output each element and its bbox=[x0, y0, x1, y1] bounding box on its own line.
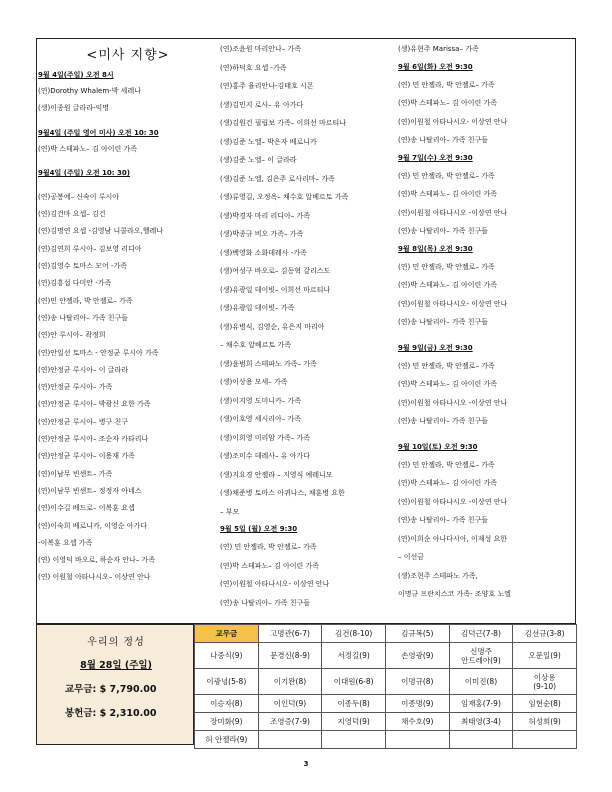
intention-entry: (연) 민 안젤라, 박 안젤로– 가족 bbox=[220, 543, 317, 551]
intention-entry: (생)김원건 필립보 가족– 이희선 마르티나 bbox=[220, 119, 347, 127]
contributor-cell: 이미진(8) bbox=[449, 669, 513, 695]
contributor-cell: 허 안젤라(9) bbox=[195, 731, 259, 749]
intention-entry: (생)유병식, 김영순, 유은지 마리아 bbox=[220, 322, 325, 331]
contributor-cell: 장미화(9) bbox=[195, 713, 259, 731]
intention-entry: (연) 민 안젤라, 박 안젤로– 가족 bbox=[398, 80, 495, 89]
contributor-cell: 나중식(9) bbox=[195, 643, 259, 669]
intention-entry: (생)김준 노엘– 이 글라라 bbox=[220, 156, 297, 164]
intention-entry: (연)김영수 토마스 모어 -가족 bbox=[38, 262, 128, 271]
intention-entry: (연)박 스테파노– 김 아이린 가족 bbox=[398, 190, 498, 198]
intention-entry: (연)박 스테파노– 김 아이린 가족 bbox=[398, 479, 498, 487]
intention-entry: (생)조미수 데레사– 유 아가다 bbox=[220, 452, 311, 460]
intention-entry: (생)조현주 스테파노 가족, bbox=[398, 571, 478, 580]
intention-entry: (생)지요경 안젤라 – 지영식 예레니모 bbox=[220, 470, 333, 479]
intention-entry: (생)류영길, 오정옥– 채수호 알베르토 가족 bbox=[220, 193, 349, 201]
intention-entry: (연)이원철 아타나시오 -이상연 안나 bbox=[398, 497, 508, 506]
offering-title: 우리의 정성 bbox=[87, 637, 145, 648]
intention-entry: (연)안정균 루시아– 가족 bbox=[38, 383, 113, 392]
mass-time-heading: 9월 4일(주일) 오전 8시 bbox=[38, 71, 114, 79]
mass-time-heading: 9월 10일(토) 오전 9:30 bbox=[398, 442, 478, 451]
spacer bbox=[398, 332, 574, 340]
intention-entry: (연) 민 안젤라, 박 안젤로– 가족 bbox=[398, 262, 495, 271]
intention-entry: 이명규 프란치스코 가족- 조양호 노엘 bbox=[398, 590, 511, 598]
intention-entry: (연)이원철 아타나시오 -이상연 안나 bbox=[398, 208, 508, 217]
table-row bbox=[195, 713, 577, 731]
intention-entry: (연)박 스테파노– 김 아이린 가족 bbox=[220, 561, 320, 570]
intention-entry: (연)이원철 아타나시오- 이상연 안나 bbox=[220, 580, 330, 588]
intention-entry: (연)박 스테파노– 김 아이린 가족 bbox=[398, 380, 498, 388]
intention-entry: (생)윤범희 스테파노 가족– 가족 bbox=[220, 359, 317, 368]
contributor-cell: 최태영(3-4) bbox=[449, 713, 513, 731]
intention-list-3 bbox=[398, 40, 574, 604]
intention-entry: (연)이희순 아나다시아, 이재성 요한 bbox=[398, 534, 508, 543]
spacer bbox=[398, 431, 574, 439]
intention-entry: (생)백영화 소화데레사 -가족 bbox=[220, 248, 307, 257]
intention-entry: (연)안정균 루시아– 병구 친구 bbox=[38, 417, 129, 426]
contributor-cell: 임재홍(7-9) bbox=[449, 695, 513, 713]
intention-entry: (연)김연희 루시아– 김보영 리디아 bbox=[38, 244, 142, 253]
contributor-cell: 채수호(9) bbox=[385, 713, 449, 731]
contributor-cell: 김덕근(7-8) bbox=[449, 625, 513, 643]
contributor-cell: 김선규(3-8) bbox=[513, 625, 577, 643]
intention-entry: (생)이상용 모세– 가족 bbox=[220, 378, 288, 386]
intention-entry: (생)박종규 비오 가족– 가족 bbox=[220, 230, 304, 238]
intention-entry: (연)송 나탈리아– 가족 친구들 bbox=[398, 227, 489, 235]
mass-time-heading: 9월4일 (주일 영어 미사) 오전 10: 30 bbox=[38, 128, 159, 137]
intention-entry: (연)안정균 루시아– 이 글라라 bbox=[38, 365, 129, 374]
contributor-cell: 조영증(7-9) bbox=[258, 713, 322, 731]
contributor-cell bbox=[513, 731, 577, 749]
intention-entry: (연)박 스테파노– 김 아이린 가족 bbox=[398, 99, 498, 107]
contributor-cell bbox=[322, 731, 386, 749]
donation-amount: 봉헌금: $ 2,310.00 bbox=[65, 708, 157, 719]
spacer bbox=[38, 118, 216, 126]
intention-entry: (연)이남무 빈센트– 가족 bbox=[38, 469, 113, 478]
contributor-cell bbox=[385, 731, 449, 749]
contributors-table bbox=[194, 624, 577, 749]
contributor-cell: 오문일(9) bbox=[513, 643, 577, 669]
contributor-cell: 서정길(9) bbox=[322, 643, 386, 669]
offering-date: 8월 28일 (주일) bbox=[80, 660, 152, 671]
intention-entry: (생)이희영 미리암 가족– 가족 bbox=[220, 433, 311, 442]
intention-entry: (연)이숙희 베로니카, 이영순 아가다 bbox=[38, 521, 148, 530]
intention-entry: (생)이종원 글라라-익명 bbox=[38, 104, 110, 113]
intention-entry: (생)김준 노엘, 김은주 로사리마– 가족 bbox=[220, 174, 335, 183]
intention-entry: (연)박 스테파노– 김 아이린 가족 bbox=[398, 281, 498, 289]
contributor-cell: 신명주 안드레아(9) bbox=[449, 643, 513, 669]
intention-entry: (연)안 루시아– 곽정희 bbox=[38, 331, 106, 340]
intention-entry: (연)김건마 요셉– 김건 bbox=[38, 210, 106, 219]
intention-entry: (연)이남무 빈센트– 정정자 아네스 bbox=[38, 486, 142, 495]
intention-entry: (연) 이원철 아타나시오– 이상연 안나 bbox=[38, 573, 151, 582]
table-row bbox=[195, 625, 577, 643]
intention-entry: (연)안정균 루시아– 박광신 요한 가족 bbox=[38, 400, 151, 409]
mass-time-heading: 9월 5일 (월) 오전 9:30 bbox=[220, 525, 298, 533]
intention-entry: (연)Dorothy Whalem-박 세레나 bbox=[38, 87, 141, 95]
contributor-cell: 이대원(6-8) bbox=[322, 669, 386, 695]
table-header-cell: 교무금 bbox=[195, 625, 259, 643]
intention-entry: (연)안정균 루시아– 이용재 가족 bbox=[38, 452, 135, 461]
intention-entry: – 부모 bbox=[220, 507, 240, 516]
contributor-cell: 이기완(8) bbox=[258, 669, 322, 695]
intention-entry: (생)유광일 데이빗– 이희선 마르티나 bbox=[220, 285, 331, 294]
intention-entry: (생)채준병 토마스 아퀴나스, 채훈병 요한 bbox=[220, 489, 345, 497]
contributor-cell: 김규복(5) bbox=[385, 625, 449, 643]
intention-entry: (연)박 스테파노– 김 아이린 가족 bbox=[38, 144, 138, 153]
intention-entry: (연) 이영덕 바오로, 하순자 안나– 가족 bbox=[38, 556, 155, 565]
table-row bbox=[195, 695, 577, 713]
intention-entry: (연) 민 안젤라, 박 안젤로– 가족 bbox=[398, 171, 495, 180]
intention-entry: (연)안일선 토마스 - 안정균 루시아 가족 bbox=[38, 348, 159, 357]
mass-time-heading: 9월 6일(화) 오전 9:30 bbox=[398, 62, 473, 71]
contributor-cell: 이명규(8) bbox=[385, 669, 449, 695]
column-1 bbox=[38, 44, 216, 587]
contributor-cell: 손영광(9) bbox=[385, 643, 449, 669]
intention-entry: (생)김준 노엘– 박은자 베로니카 bbox=[220, 137, 317, 146]
contributor-cell: 고명관(6-7) bbox=[258, 625, 322, 643]
contributor-cell: 이인덕(9) bbox=[258, 695, 322, 713]
intention-entry: (생)박경자 마리 리디아– 가족 bbox=[220, 211, 311, 220]
contributor-cell: 김건(8-10) bbox=[322, 625, 386, 643]
contributor-cell: 이승자(8) bbox=[195, 695, 259, 713]
intention-entry: (연)이수길 베드로– 이복훈 요셉 bbox=[38, 504, 135, 513]
contributor-cell: 허성희(9) bbox=[513, 713, 577, 731]
intention-entry: (연)이원철 아타나시오- 이상연 안나 bbox=[398, 299, 508, 308]
contributor-cell bbox=[449, 731, 513, 749]
intention-entry: (연)홍주 율리안나-김태호 시몬 bbox=[220, 82, 314, 90]
table-row bbox=[195, 669, 577, 695]
intention-list-1 bbox=[38, 68, 216, 587]
mass-time-heading: 9월 8일(목) 오전 9:30 bbox=[398, 244, 473, 253]
table-row bbox=[195, 643, 577, 669]
contributor-cell: 지영덕(9) bbox=[322, 713, 386, 731]
contributor-cell: 문경신(8-9) bbox=[258, 643, 322, 669]
contributor-cell: 임현순(8) bbox=[513, 695, 577, 713]
intention-entry: (연) 민 안젤라, 박 안젤로– 가족 bbox=[398, 460, 495, 469]
intention-entry: (연)조윤원 마리안나– 가족 bbox=[220, 45, 302, 53]
offering-section bbox=[36, 624, 576, 744]
intention-entry: (생)이지영 도미니카– 가족 bbox=[220, 396, 302, 405]
contributor-cell: 이종두(8) bbox=[322, 695, 386, 713]
intention-entry: (연)김흥섭 다미안 -가족 bbox=[38, 279, 112, 288]
intention-entry: (연)송 나탈리아– 가족 친구들 bbox=[398, 417, 489, 425]
intention-entry: (생)여성구 바오로– 김동혁 갈리스도 bbox=[220, 267, 331, 275]
page-number: 3 bbox=[303, 760, 309, 768]
spacer bbox=[38, 158, 216, 166]
intention-entry: (연)이원철 아타나시오- 이상연 안나 bbox=[398, 117, 508, 126]
intention-entry: – 이선금 bbox=[398, 553, 425, 561]
page-title: <미사 지향> bbox=[86, 48, 170, 63]
intention-entry: – 채수호 알베르토 가족 bbox=[220, 341, 292, 349]
contributor-cell: 이종명(9) bbox=[385, 695, 449, 713]
contributor-cell: 이광녕(5-8) bbox=[195, 669, 259, 695]
intention-entry: -이복훈 요셉 가족 bbox=[38, 538, 93, 547]
mass-time-heading: 9월 9일(금) 오전 9:30 bbox=[398, 343, 473, 352]
offering-summary-box bbox=[36, 624, 194, 745]
intention-entry: (생)김민지 로사– 유 아가다 bbox=[220, 100, 304, 109]
general-offering-amount: 교무금: $ 7,790.00 bbox=[65, 684, 157, 695]
column-3 bbox=[398, 40, 574, 604]
intention-entry: (생)유현주 Marissa– 가족 bbox=[398, 45, 479, 53]
intention-entry: (연)이원철 아타나시오 -이상연 안나 bbox=[398, 398, 508, 407]
intention-entry: (연)하덕호 요셉 -가족 bbox=[220, 63, 287, 72]
intention-entry: (연) 민 안젤라, 박 안젤로– 가족 bbox=[398, 361, 495, 370]
mass-time-heading: 9월 7일(수) 오전 9:30 bbox=[398, 153, 473, 162]
contributor-cell: 이상용 (9-10) bbox=[513, 669, 577, 695]
intention-entry: (연)민 안젤라, 박 안젤로– 가족 bbox=[38, 296, 133, 305]
intention-entry: (생)이호영 세시리아– 가족 bbox=[220, 415, 302, 423]
intention-entry: (연)송 나탈리아– 가족 친구들 bbox=[398, 136, 489, 144]
intention-entry: (연)송 나탈리아– 가족 친구들 bbox=[398, 516, 489, 524]
contributor-cell bbox=[258, 731, 322, 749]
mass-time-heading: 9월4일 (주일) 오전 10: 30) bbox=[38, 168, 130, 177]
intention-entry: (연)송 나탈리아– 가족 친구들 bbox=[38, 313, 129, 322]
intention-entry: (연)공봉예– 신숙이 루시아 bbox=[38, 192, 120, 201]
intention-entry: (생)유광일 데이빗– 가족 bbox=[220, 304, 295, 312]
column-2 bbox=[220, 40, 392, 612]
table-row bbox=[195, 731, 577, 749]
spacer bbox=[38, 181, 216, 189]
intention-list-2 bbox=[220, 40, 392, 612]
intention-entry: (연)송 나탈리아– 가족 친구들 bbox=[220, 598, 311, 607]
intention-entry: (연)송 나탈리아– 가족 친구들 bbox=[398, 318, 489, 326]
intention-entry: (연)안정균 루시아– 조순자 카타리나 bbox=[38, 435, 149, 444]
intention-entry: (연)김명연 요셉 -김영남 니콜라오,헬레나 bbox=[38, 227, 164, 236]
